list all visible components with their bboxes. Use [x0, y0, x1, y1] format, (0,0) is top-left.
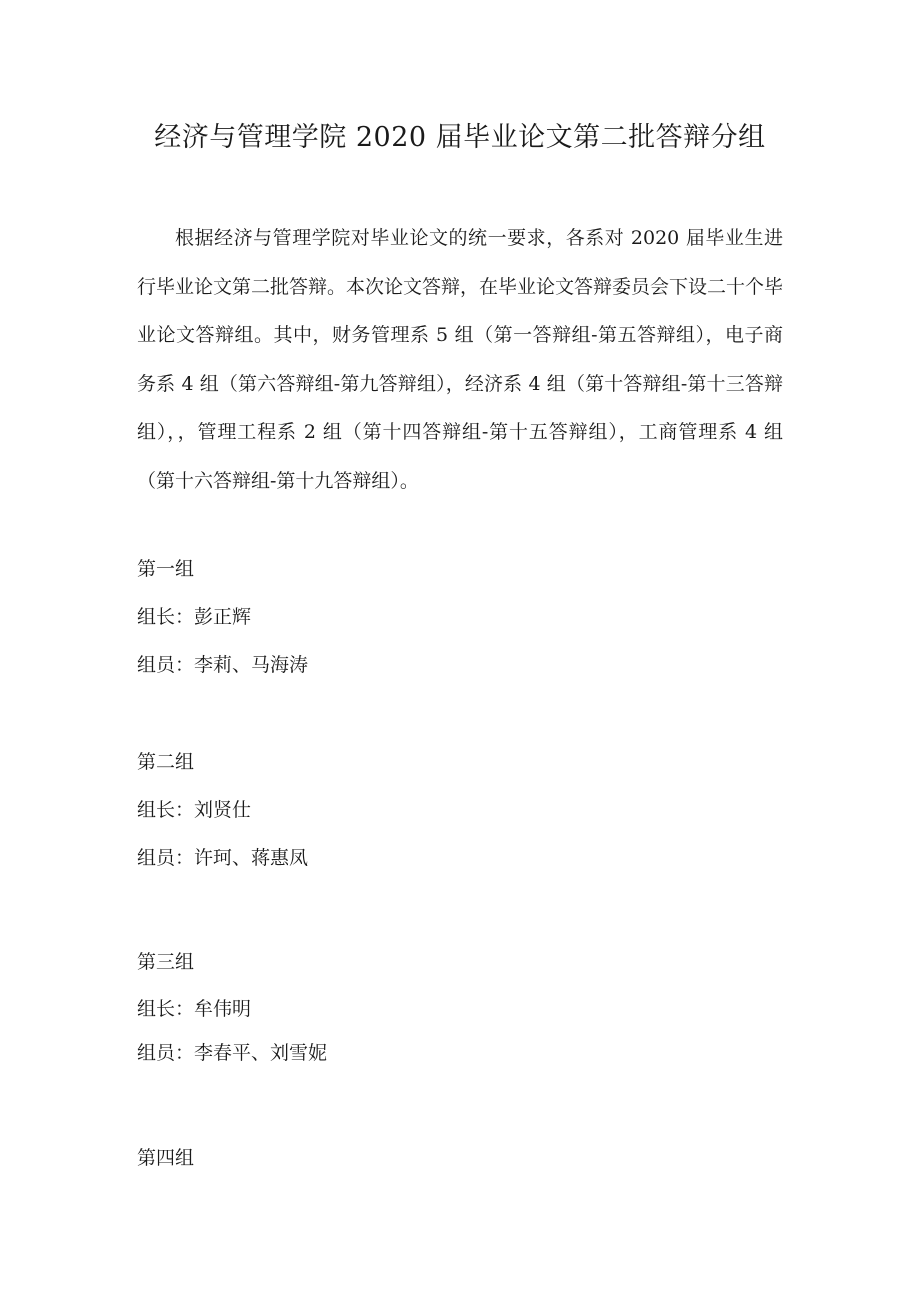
- group-heading: 第三组: [137, 951, 195, 973]
- intro-paragraph: 根据经济与管理学院对毕业论文的统一要求，各系对 2020 届毕业生进行毕业论文第二批答辩。本次论文答辩，在毕业论文答辩委员会下设二十个毕业论文答辩组。其中，财务管理系 5 组（第一答辩组-第五答辩组），电子商务系 4 组（第六答辩组-第九答辩组），经济系 4 组（第十答辩组-第十三答辩组），，管理工程系 2 组（第十四答辩组-第十五答辩组），工商管理系 4 组（第十六答辩组-第十九答辩组）。: [137, 227, 784, 492]
- group-members: 组员：李莉、马海涛: [137, 654, 309, 676]
- group-heading: 第二组: [137, 751, 195, 773]
- group-members: 组员：李春平、刘雪妮: [137, 1042, 328, 1064]
- group-section: [137, 1143, 777, 1173]
- page-title: 经济与管理学院 2020 届毕业论文第二批答辩分组: [154, 122, 766, 153]
- group-leader: 组长：牟伟明: [137, 998, 252, 1020]
- group-members: 组员：许珂、蒋惠凤: [137, 847, 309, 869]
- group-section: [137, 554, 777, 680]
- group-section: [137, 747, 777, 873]
- group-section: [137, 947, 777, 1068]
- group-leader: 组长：刘贤仕: [137, 799, 252, 821]
- group-heading: 第一组: [137, 558, 195, 580]
- group-heading: 第四组: [137, 1147, 195, 1169]
- group-leader: 组长：彭正辉: [137, 606, 252, 628]
